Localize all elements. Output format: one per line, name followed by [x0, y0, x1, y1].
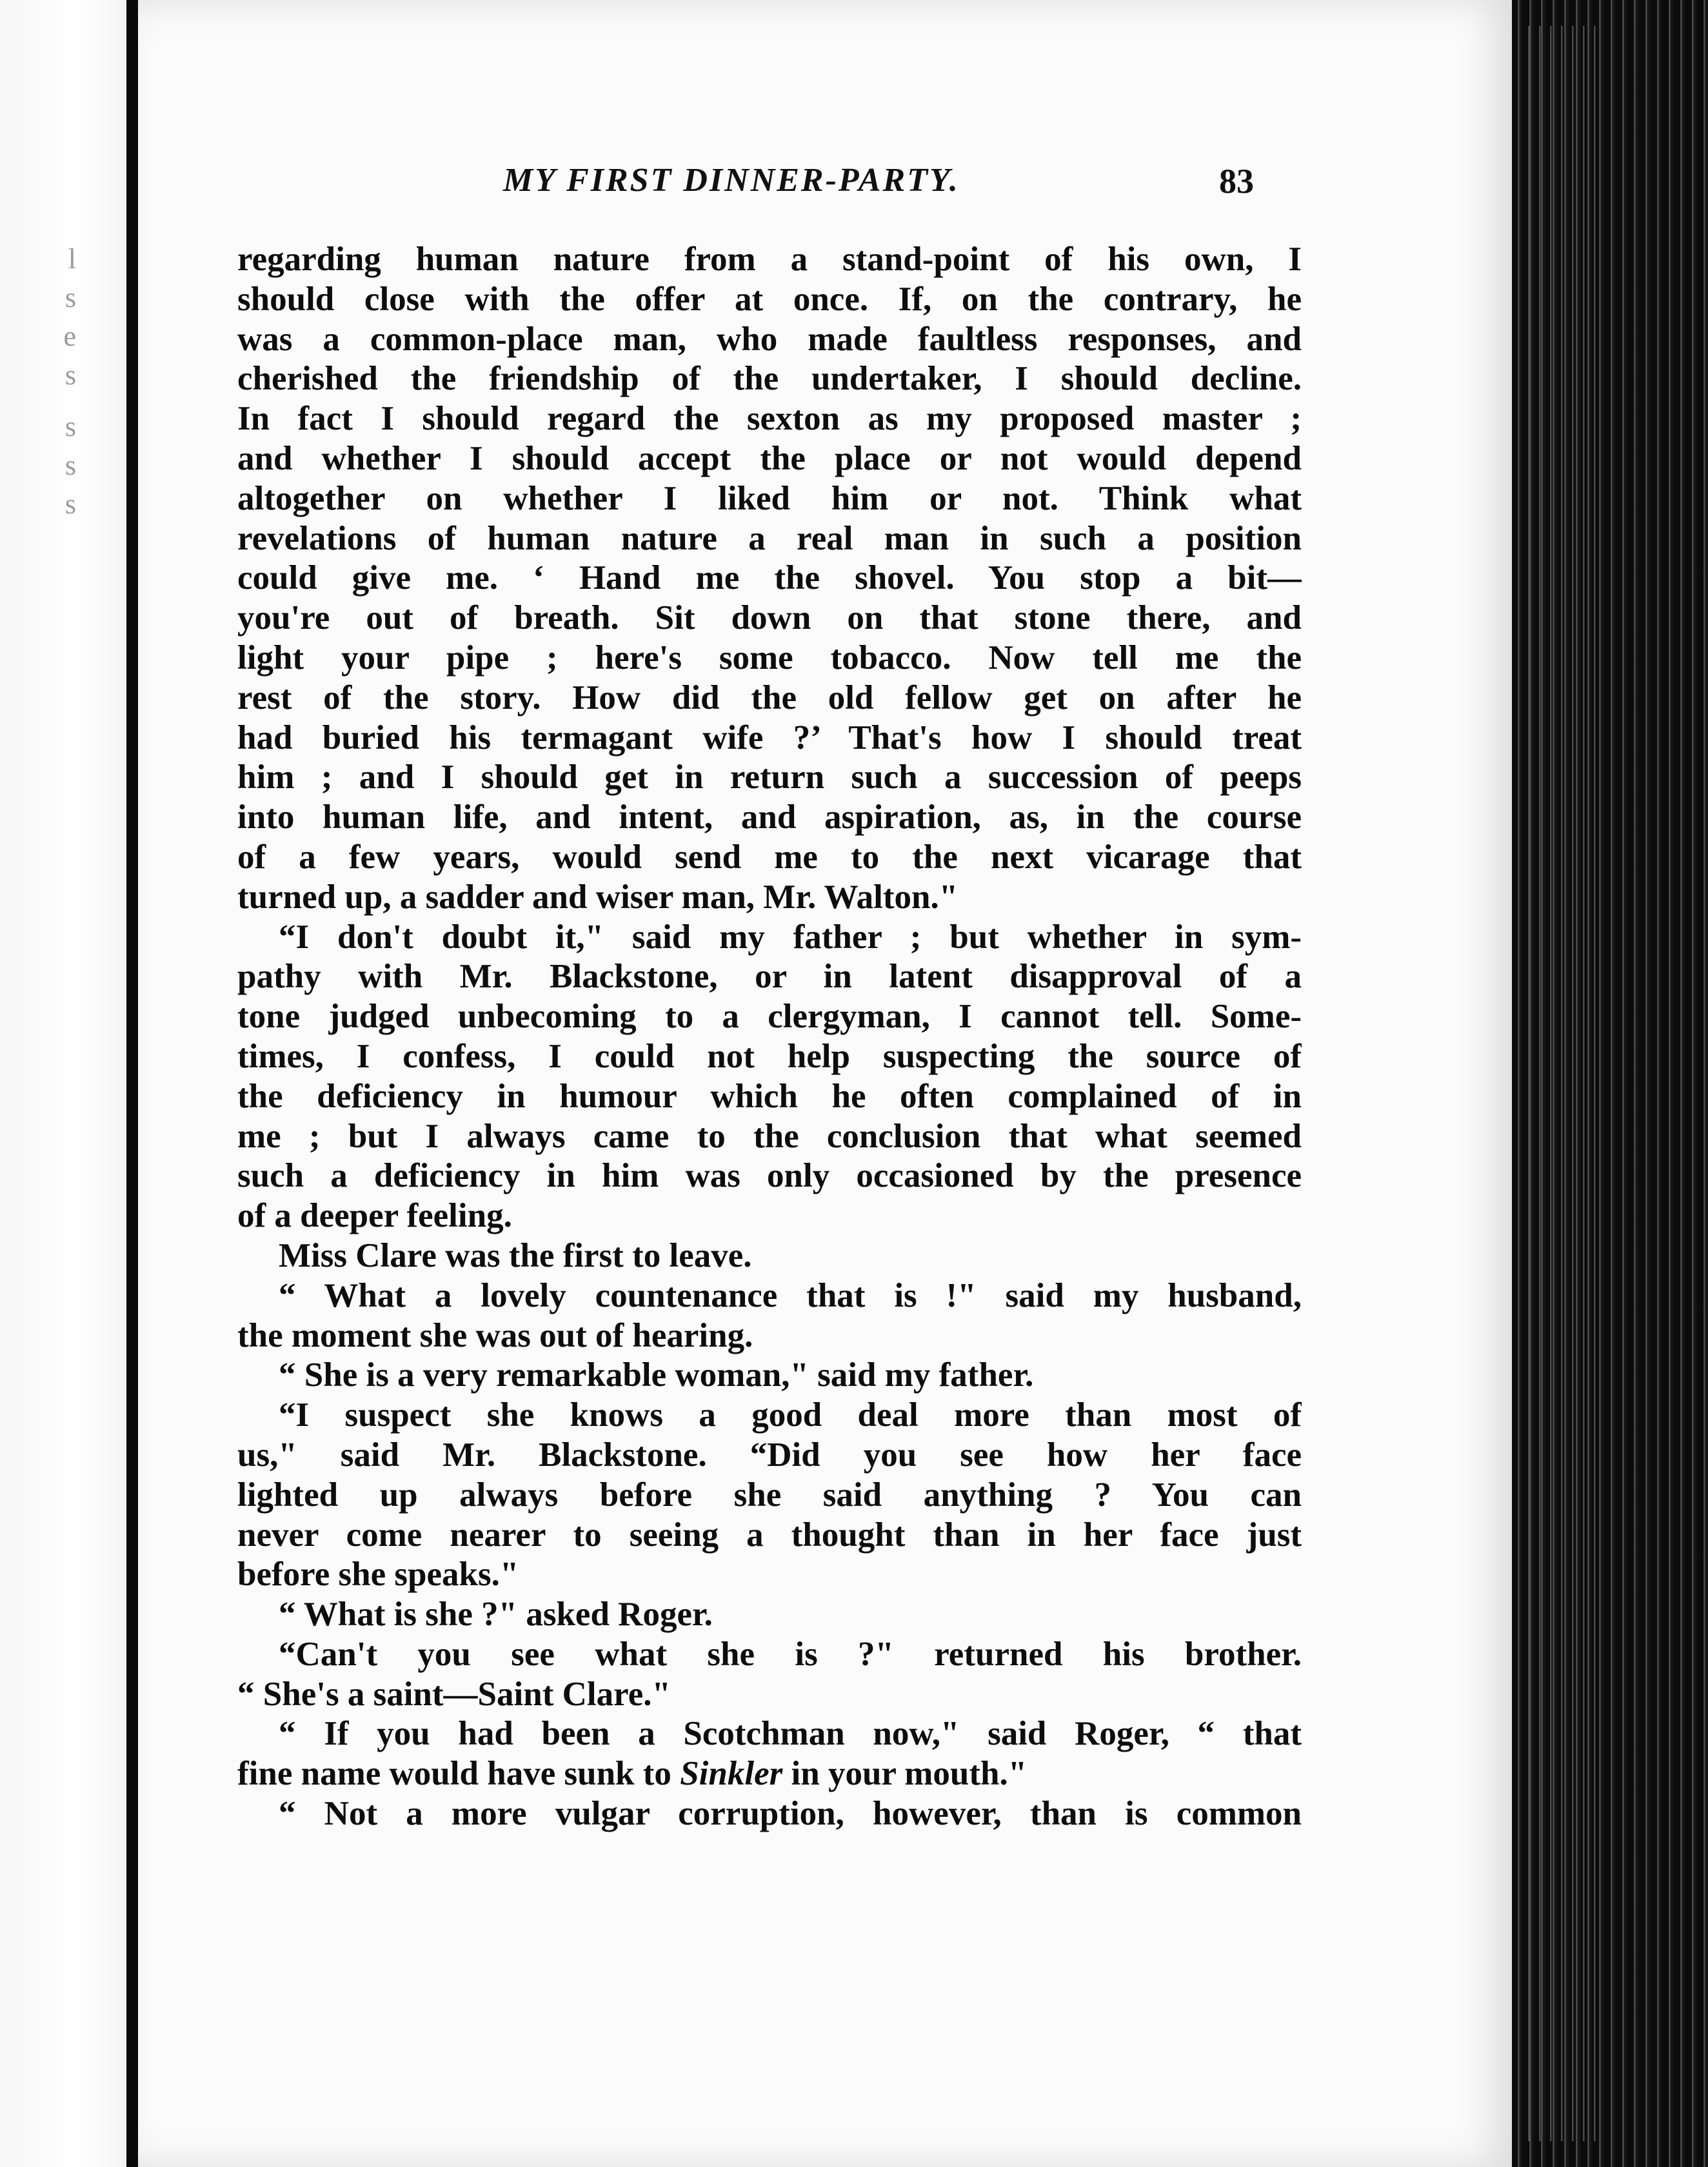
text-line: In fact I should regard the sexton as my proposed master ;	[237, 400, 1302, 438]
text-line: pathy with Mr. Blackstone, or in latent disapproval of a	[237, 958, 1302, 996]
text-line: lighted up always before she said anything ? You can	[237, 1476, 1302, 1514]
left-page-fragment: s	[65, 488, 76, 520]
left-facing-page	[0, 0, 132, 2167]
text-line: “ Not a more vulgar corruption, however, than is common	[279, 1795, 1302, 1833]
text-line: “I suspect she knows a good deal more than most of	[279, 1396, 1302, 1434]
text-line: “ If you had been a Scotchman now," said Roger, “ that	[279, 1715, 1302, 1753]
text-line: light your pipe ; here's some tobacco. Now tell me the	[237, 638, 1302, 677]
text-line: should close with the offer at once. If, on the contrary, he	[237, 280, 1302, 318]
italic-word: Sinkler	[680, 1755, 783, 1793]
book-gutter	[126, 0, 138, 2167]
text-line: “ What a lovely countenance that is !" said my husband,	[279, 1276, 1302, 1314]
text-line: “ She is a very remarkable woman," said my father.	[279, 1356, 1034, 1394]
text-line: the moment she was out of hearing.	[237, 1316, 753, 1354]
text-line: before she speaks."	[237, 1556, 519, 1594]
text-line: and whether I should accept the place or not would depend	[237, 439, 1302, 477]
text-line: had buried his termagant wife ?’ That's how I should treat	[237, 718, 1302, 757]
text-line: “ She's a saint—Saint Clare."	[237, 1675, 671, 1713]
text-line: the deficiency in humour which he often complained of in	[237, 1077, 1302, 1115]
page-edges-highlight	[1519, 26, 1596, 2141]
text-line: altogether on whether I liked him or not. Think what	[237, 479, 1302, 517]
text-line: “I don't doubt it," said my father ; but whether in sym-	[279, 918, 1302, 956]
text-line: of a few years, would send me to the next vicarage that	[237, 838, 1302, 876]
left-page-fragment: s	[65, 359, 76, 391]
text-line: fine name would have sunk to Sinkler in your mouth."	[237, 1755, 1028, 1793]
text-line: cherished the friendship of the undertaker, I should decline.	[237, 360, 1302, 398]
text-line: you're out of breath. Sit down on that stone there, and	[237, 599, 1302, 637]
text-line: into human life, and intent, and aspiration, as, in the course	[237, 798, 1302, 836]
text-line: was a common-place man, who made faultless responses, and	[237, 320, 1302, 358]
text-line: us," said Mr. Blackstone. “Did you see how her face	[237, 1436, 1302, 1474]
page-number: 83	[1219, 162, 1254, 201]
text-line: times, I confess, I could not help suspecting the source of	[237, 1037, 1302, 1075]
text-line: could give me. ‘ Hand me the shovel. You stop a bit—	[237, 559, 1302, 597]
text-line: of a deeper feeling.	[237, 1197, 512, 1235]
body-text	[237, 240, 1302, 1834]
text-line: never come nearer to seeing a thought than in her face just	[237, 1516, 1302, 1554]
text-line: “Can't you see what she is ?" returned his brother.	[279, 1635, 1302, 1673]
text-line: revelations of human nature a real man in such a position	[237, 519, 1302, 557]
text-line: me ; but I always came to the conclusion that what seemed	[237, 1117, 1302, 1155]
text-line: rest of the story. How did the old fellow get on after he	[237, 678, 1302, 717]
running-head: MY FIRST DINNER-PARTY.	[503, 162, 960, 199]
left-page-fragment: s	[65, 450, 76, 481]
left-page-fragment: s	[65, 282, 76, 313]
left-page-fragment: s	[65, 411, 76, 442]
text-line: him ; and I should get in return such a succession of peeps	[237, 758, 1302, 797]
text-line: regarding human nature from a stand-point of his own, I	[237, 241, 1302, 278]
left-page-fragment: l	[68, 243, 76, 275]
left-page-fragment: e	[63, 321, 76, 352]
text-line: such a deficiency in him was only occasioned by the presence	[237, 1157, 1302, 1195]
text-line: tone judged unbecoming to a clergyman, I cannot tell. Some-	[237, 998, 1302, 1036]
text-line: turned up, a sadder and wiser man, Mr. Walton."	[237, 878, 958, 916]
text-line: “ What is she ?" asked Roger.	[279, 1596, 713, 1634]
text-line: Miss Clare was the first to leave.	[279, 1236, 752, 1274]
